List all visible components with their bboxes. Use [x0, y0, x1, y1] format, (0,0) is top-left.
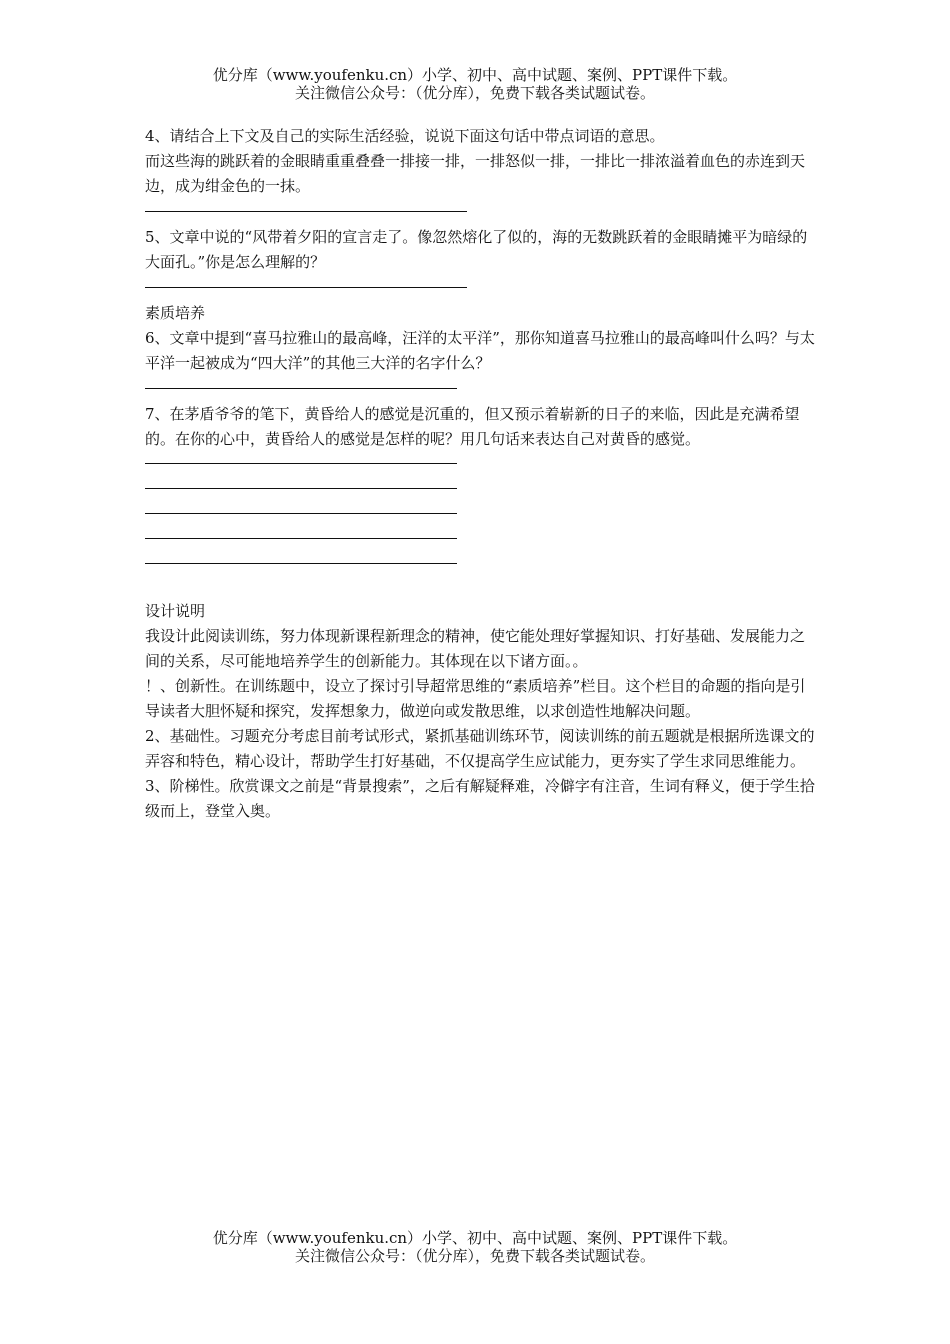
- footer-line-2: 关注微信公众号：（优分库），免费下载各类试题试卷。: [294, 1247, 655, 1265]
- answer-line-q6[interactable]: [145, 376, 457, 389]
- footer-line-1: 优分库（www.youfenku.cn）小学、初中、高中试题、案例、PPT课件下载。: [212, 1229, 738, 1247]
- design-point-3: 3、阶梯性。欣赏课文之前是“背景搜索”，之后有解疑释难，冷僻字有注音，生词有释义，便于学生拾级而上，登堂入奥。: [145, 777, 815, 820]
- answer-line-q7[interactable]: [145, 477, 457, 489]
- page-footer: [0, 1229, 950, 1265]
- answer-line-q7[interactable]: [145, 527, 457, 539]
- answer-line-q7[interactable]: [145, 452, 457, 464]
- section-title-quality: 素质培养: [145, 304, 206, 322]
- design-point-2: 2、基础性。习题充分考虑目前考试形式，紧抓基础训练环节，阅读训练的前五题就是根据所选课文的弄容和特色，精心设计，帮助学生打好基础，不仅提高学生应试能力，更夯实了学生求同思维能力。: [145, 727, 815, 770]
- design-intro: 我设计此阅读训练，努力体现新课程新理念的精神，使它能处理好掌握知识、打好基础、发展能力之间的关系，尽可能地培养学生的创新能力。其体现在以下诸方面。。: [145, 627, 806, 670]
- document-body: [145, 124, 815, 824]
- answer-line-q5[interactable]: [145, 275, 467, 288]
- answer-block-q7: [145, 452, 815, 564]
- question-4-prompt: 4、请结合上下文及自己的实际生活经验，说说下面这句话中带点词语的意思。: [145, 127, 665, 145]
- header-line-1: 优分库（www.youfenku.cn）小学、初中、高中试题、案例、PPT课件下载。: [212, 66, 738, 84]
- answer-line-q7[interactable]: [145, 552, 457, 564]
- page-header: [0, 66, 950, 102]
- design-point-1: ！、创新性。在训练题中，设立了探讨引导超常思维的“素质培养”栏目。这个栏目的命题的指向是引导读者大胆怀疑和探究，发挥想象力，做逆向或发散思维，以求创造性地解决问题。: [145, 677, 806, 720]
- question-6-prompt: 6、文章中提到“喜马拉雅山的最高峰，汪洋的太平洋”，那你知道喜马拉雅山的最高峰叫什么吗？与太平洋一起被成为“四大洋”的其他三大洋的名字什么？: [145, 329, 815, 372]
- question-4-quote: 而这些海的跳跃着的金眼睛重重叠叠一排接一排，一排怒似一排，一排比一排浓溢着血色的赤连到天边，成为绀金色的一抹。: [145, 152, 806, 195]
- answer-line-q4[interactable]: [145, 199, 467, 212]
- design-title: 设计说明: [145, 602, 206, 620]
- answer-line-q7[interactable]: [145, 502, 457, 514]
- section-gap: [145, 577, 815, 599]
- question-7-prompt: 7、在茅盾爷爷的笔下，黄昏给人的感觉是沉重的，但又预示着崭新的日子的来临，因此是充满希望的。在你的心中，黄昏给人的感觉是怎样的呢？用几句话来表达自己对黄昏的感觉。: [145, 405, 800, 448]
- header-line-2: 关注微信公众号：（优分库），免费下载各类试题试卷。: [294, 84, 655, 102]
- question-5-prompt: 5、文章中说的“风带着夕阳的宣言走了。像忽然熔化了似的，海的无数跳跃着的金眼睛摊平为暗绿的大面孔。”你是怎么理解的？: [145, 228, 808, 271]
